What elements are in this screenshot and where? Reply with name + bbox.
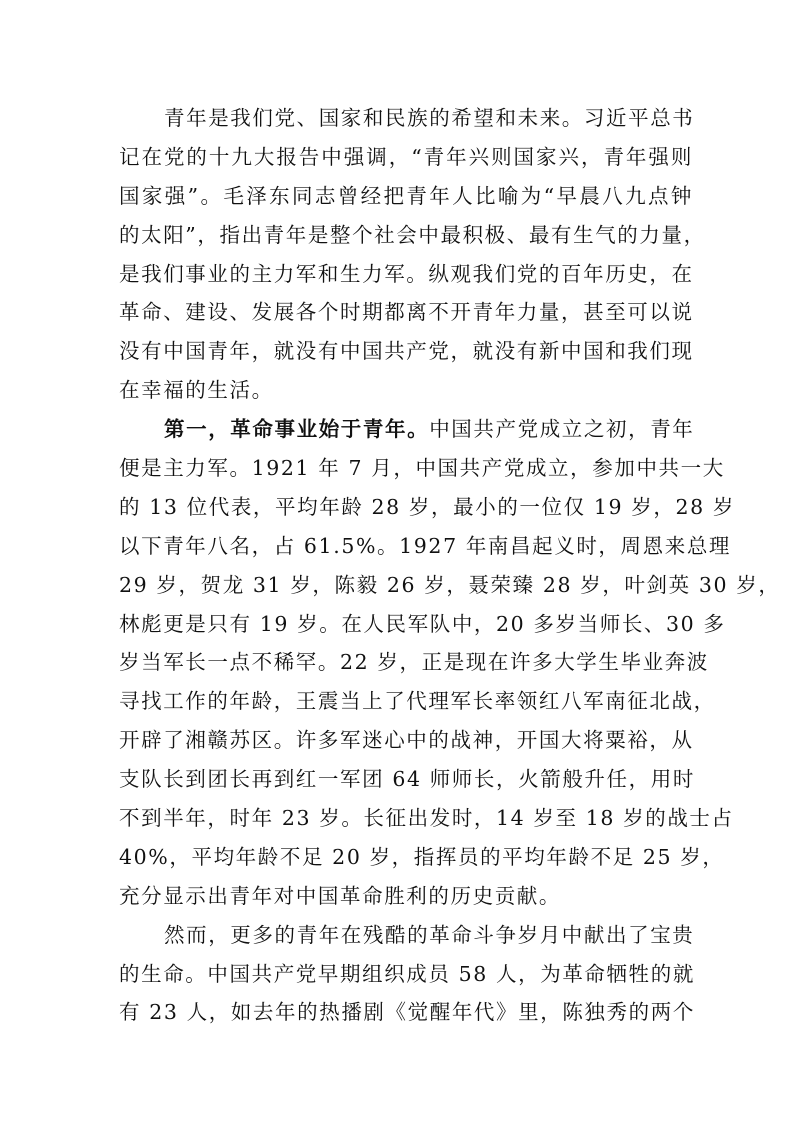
text-line: 的生命。中国共产党早期组织成员 58 人，为革命牺牲的就	[119, 961, 695, 986]
text-line: 的 13 位代表，平均年龄 28 岁，最小的一位仅 19 岁，28 岁	[119, 494, 735, 519]
text-line: 是我们事业的主力军和生力军。纵观我们党的百年历史，在	[119, 261, 694, 286]
text-line: 有 23 人，如去年的热播剧《觉醒年代》里，陈独秀的两个	[119, 1000, 695, 1025]
text-line	[119, 410, 693, 449]
document-body	[119, 99, 781, 1032]
text-run: 中国共产党成立之初，青年	[429, 417, 695, 442]
text-line: 革命、建设、发展各个时期都离不开青年力量，甚至可以说	[119, 300, 694, 325]
text-line: 29 岁，贺龙 31 岁，陈毅 26 岁，聂荣臻 28 岁，叶剑英 30 岁，	[119, 572, 781, 597]
text-line: 的太阳”，指出青年是整个社会中最积极、最有生气的力量，	[119, 222, 706, 247]
text-line: 林彪更是只有 19 岁。在人民军队中，20 多岁当师长、30 多	[119, 611, 726, 636]
text-line: 40%，平均年龄不足 20 岁，指挥员的平均年龄不足 25 岁，	[119, 844, 725, 869]
text-line: 不到半年，时年 23 岁。长征出发时，14 岁至 18 岁的战士占	[119, 806, 734, 831]
text-line: 然而，更多的青年在残酷的革命斗争岁月中献出了宝贵	[164, 922, 695, 947]
text-line: 开辟了湘赣苏区。许多军迷心中的战神，开国大将粟裕，从	[119, 728, 694, 753]
text-line: 寻找工作的年龄，王震当上了代理军长率领红八军南征北战，	[119, 689, 716, 714]
text-line: 以下青年八名，占 61.5%。1927 年南昌起义时，周恩来总理	[119, 533, 732, 558]
section-heading: 第一，革命事业始于青年。	[164, 417, 430, 442]
text-line: 没有中国青年，就没有中国共产党，就没有新中国和我们现	[119, 339, 694, 364]
paragraph-intro	[119, 99, 706, 410]
text-line: 充分显示出青年对中国革命胜利的历史贡献。	[119, 883, 561, 908]
paragraph-first-point	[119, 410, 781, 916]
text-line: 国家强”。毛泽东同志曾经把青年人比喻为“早晨八九点钟	[119, 183, 693, 208]
text-line: 岁当军长一点不稀罕。22 岁，正是现在许多大学生毕业奔波	[119, 650, 709, 675]
text-line: 在幸福的生活。	[119, 378, 274, 403]
text-line: 记在党的十九大报告中强调，“青年兴则国家兴，青年强则	[119, 144, 693, 169]
paragraph-sacrifice	[119, 916, 693, 1033]
text-line: 支队长到团长再到红一军团 64 师师长，火箭般升任，用时	[119, 767, 695, 792]
text-line: 便是主力军。1921 年 7 月，中国共产党成立，参加中共一大	[119, 456, 725, 481]
text-line: 青年是我们党、国家和民族的希望和未来。习近平总书	[164, 106, 695, 130]
